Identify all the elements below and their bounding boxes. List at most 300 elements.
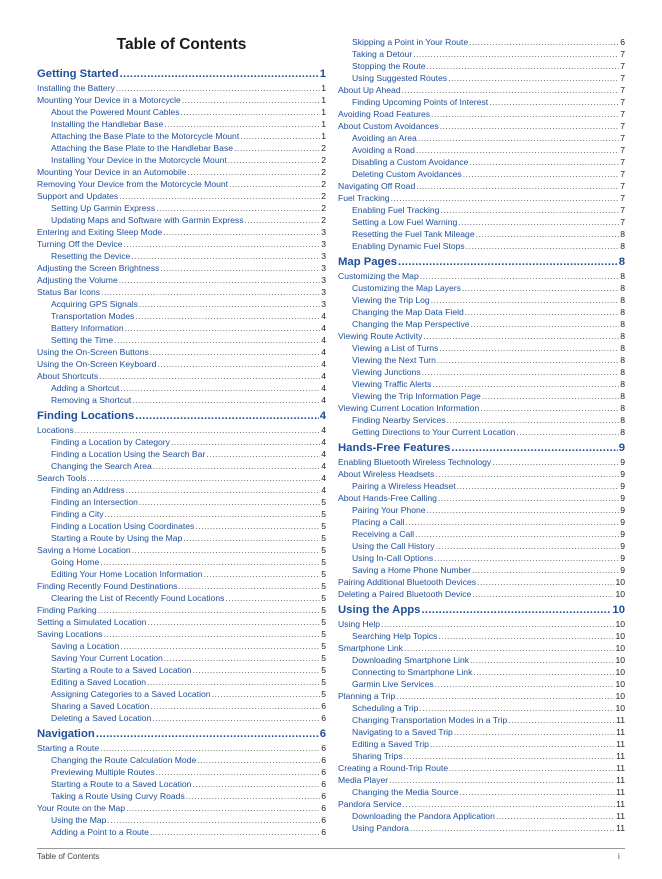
toc-entry[interactable] xyxy=(338,48,625,60)
toc-entry-title: Enabling Bluetooth Wireless Technology xyxy=(338,457,492,467)
toc-entry[interactable] xyxy=(338,354,625,366)
toc-section-entry[interactable] xyxy=(338,440,625,456)
toc-entry-title: Navigation xyxy=(37,728,95,740)
toc-entry[interactable] xyxy=(338,540,625,552)
toc-entry[interactable] xyxy=(37,568,326,580)
dot-leader xyxy=(404,750,615,762)
dot-leader xyxy=(99,370,320,382)
toc-entry[interactable] xyxy=(338,774,625,786)
toc-entry-title: Disabling a Custom Avoidance xyxy=(352,157,469,167)
dot-leader xyxy=(120,640,320,652)
toc-right-column xyxy=(338,36,625,834)
toc-entry[interactable] xyxy=(37,436,326,448)
dot-leader xyxy=(132,544,321,556)
toc-section-entry[interactable] xyxy=(338,602,625,618)
toc-entry[interactable] xyxy=(338,618,625,630)
toc-entry-title: Installing the Battery xyxy=(37,83,115,93)
toc-entry[interactable] xyxy=(338,36,625,48)
toc-entry[interactable] xyxy=(338,642,625,654)
toc-entry-page: 8 xyxy=(620,367,625,377)
dot-leader xyxy=(476,228,620,240)
toc-entry-title: Sharing Trips xyxy=(352,751,403,761)
dot-leader xyxy=(416,144,619,156)
toc-entry[interactable] xyxy=(37,754,326,766)
dot-leader xyxy=(88,472,321,484)
toc-entry[interactable] xyxy=(338,84,625,96)
dot-leader xyxy=(472,588,614,600)
toc-entry[interactable] xyxy=(37,346,326,358)
dot-leader xyxy=(192,778,320,790)
dot-leader xyxy=(124,238,321,250)
footer-page-number: i xyxy=(618,852,620,861)
toc-entry[interactable] xyxy=(37,298,326,310)
toc-entry[interactable] xyxy=(338,168,625,180)
toc-entry-page: 9 xyxy=(620,493,625,503)
toc-entry[interactable] xyxy=(338,414,625,426)
toc-entry[interactable] xyxy=(338,426,625,438)
toc-entry[interactable] xyxy=(37,322,326,334)
toc-entry-title: Transportation Modes xyxy=(51,311,135,321)
toc-entry[interactable] xyxy=(37,262,326,274)
toc-entry[interactable] xyxy=(338,108,625,120)
toc-entry[interactable] xyxy=(37,766,326,778)
toc-entry-title: Status Bar Icons xyxy=(37,287,101,297)
toc-entry[interactable] xyxy=(37,628,326,640)
dot-leader xyxy=(139,298,320,310)
toc-entry[interactable] xyxy=(338,762,625,774)
toc-entry-title: Stopping the Route xyxy=(352,61,426,71)
toc-entry-page: 10 xyxy=(615,619,625,629)
toc-entry[interactable] xyxy=(37,472,326,484)
dot-leader xyxy=(192,664,320,676)
toc-entry[interactable] xyxy=(338,666,625,678)
dot-leader xyxy=(195,520,320,532)
toc-entry[interactable] xyxy=(37,358,326,370)
toc-entry[interactable] xyxy=(338,390,625,402)
toc-entry[interactable] xyxy=(338,306,625,318)
toc-entry[interactable] xyxy=(37,520,326,532)
toc-entry[interactable] xyxy=(37,676,326,688)
dot-leader xyxy=(427,60,620,72)
toc-entry[interactable] xyxy=(37,424,326,436)
toc-entry[interactable] xyxy=(37,532,326,544)
toc-entry-title: Hands-Free Features xyxy=(338,442,451,454)
dot-leader xyxy=(438,492,619,504)
toc-entry[interactable] xyxy=(338,192,625,204)
toc-entry-title: Saving Your Current Location xyxy=(51,653,163,663)
dot-leader xyxy=(150,826,320,838)
dot-leader xyxy=(422,366,620,378)
toc-entry-page: 11 xyxy=(616,787,625,797)
toc-entry-page: 7 xyxy=(620,73,625,83)
toc-entry[interactable] xyxy=(37,556,326,568)
toc-entry-title: Editing Your Home Location Information xyxy=(51,569,203,579)
toc-entry-title: Using the Apps xyxy=(338,604,421,616)
toc-entry-title: Finding an Intersection xyxy=(51,497,138,507)
toc-entry[interactable] xyxy=(37,370,326,382)
dot-leader xyxy=(120,66,319,82)
toc-entry-page: 10 xyxy=(615,691,625,701)
toc-entry[interactable] xyxy=(37,448,326,460)
toc-entry-page: 8 xyxy=(620,379,625,389)
toc-entry-page: 7 xyxy=(620,109,625,119)
toc-entry[interactable] xyxy=(338,552,625,564)
toc-entry-page: 6 xyxy=(321,743,326,753)
dot-leader xyxy=(406,516,620,528)
toc-entry-page: 7 xyxy=(620,169,625,179)
toc-entry-title: Starting a Route by Using the Map xyxy=(51,533,183,543)
toc-section-entry[interactable] xyxy=(37,726,326,742)
dot-leader xyxy=(150,700,320,712)
toc-entry-page: 3 xyxy=(321,227,326,237)
toc-entry[interactable] xyxy=(37,664,326,676)
toc-entry[interactable] xyxy=(37,202,326,214)
toc-entry-title: Planning a Trip xyxy=(338,691,396,701)
toc-entry[interactable] xyxy=(338,294,625,306)
toc-entry-title: Downloading Smartphone Link xyxy=(352,655,470,665)
toc-entry-page: 1 xyxy=(321,83,326,93)
toc-entry[interactable] xyxy=(338,492,625,504)
toc-entry-page: 5 xyxy=(321,653,326,663)
toc-entry-title: Receiving a Call xyxy=(352,529,415,539)
toc-entry[interactable] xyxy=(338,330,625,342)
page-title: Table of Contents xyxy=(116,36,247,53)
toc-entry[interactable] xyxy=(37,640,326,652)
toc-entry[interactable] xyxy=(37,190,326,202)
toc-entry[interactable] xyxy=(338,366,625,378)
toc-entry-title: Fuel Tracking xyxy=(338,193,390,203)
toc-entry[interactable] xyxy=(37,334,326,346)
toc-entry-title: Installing the Handlebar Base xyxy=(51,119,164,129)
dot-leader xyxy=(489,96,619,108)
dot-leader xyxy=(186,790,320,802)
toc-entry[interactable] xyxy=(37,130,326,142)
toc-entry[interactable] xyxy=(37,382,326,394)
toc-entry[interactable] xyxy=(37,310,326,322)
toc-entry-title: Saving a Home Phone Number xyxy=(352,565,471,575)
toc-entry[interactable] xyxy=(37,238,326,250)
toc-entry-page: 7 xyxy=(620,49,625,59)
toc-entry[interactable] xyxy=(37,214,326,226)
toc-entry-title: Starting a Route to a Saved Location xyxy=(51,779,192,789)
toc-entry-title: Using the Call History xyxy=(352,541,435,551)
toc-entry[interactable] xyxy=(338,564,625,576)
toc-entry[interactable] xyxy=(338,630,625,642)
dot-leader xyxy=(419,702,614,714)
toc-entry[interactable] xyxy=(338,228,625,240)
dot-leader xyxy=(197,754,320,766)
dot-leader xyxy=(147,676,320,688)
toc-entry[interactable] xyxy=(338,504,625,516)
footer-divider xyxy=(37,848,625,849)
toc-entry[interactable] xyxy=(338,798,625,810)
toc-entry[interactable] xyxy=(338,516,625,528)
toc-entry-page: 10 xyxy=(615,655,625,665)
toc-entry[interactable] xyxy=(37,592,326,604)
dot-leader xyxy=(157,358,320,370)
toc-entry-title: Sharing a Saved Location xyxy=(51,701,150,711)
toc-entry-title: Customizing the Map Layers xyxy=(352,283,461,293)
toc-entry-page: 4 xyxy=(321,311,326,321)
toc-entry-title: Map Pages xyxy=(338,256,398,268)
toc-entry[interactable] xyxy=(338,120,625,132)
toc-entry[interactable] xyxy=(338,576,625,588)
toc-entry-page: 8 xyxy=(620,241,625,251)
dot-leader xyxy=(451,440,617,456)
toc-entry[interactable] xyxy=(338,786,625,798)
dot-leader xyxy=(439,342,619,354)
toc-section-entry[interactable] xyxy=(37,408,326,424)
dot-leader xyxy=(496,810,615,822)
toc-entry-page: 7 xyxy=(620,85,625,95)
toc-entry-title: Connecting to Smartphone Link xyxy=(352,667,473,677)
toc-entry-page: 3 xyxy=(321,287,326,297)
toc-entry[interactable] xyxy=(338,528,625,540)
dot-leader xyxy=(126,802,320,814)
toc-entry-title: Getting Started xyxy=(37,68,119,80)
toc-entry[interactable] xyxy=(338,180,625,192)
toc-entry-title: Support and Updates xyxy=(37,191,119,201)
toc-entry-page: 11 xyxy=(616,751,625,761)
toc-entry[interactable] xyxy=(37,700,326,712)
toc-entry[interactable] xyxy=(338,456,625,468)
toc-entry[interactable] xyxy=(338,738,625,750)
toc-entry-page: 3 xyxy=(321,299,326,309)
toc-entry-page: 9 xyxy=(620,529,625,539)
toc-entry[interactable] xyxy=(37,826,326,838)
toc-entry-page: 4 xyxy=(321,437,326,447)
toc-entry-title: Changing the Route Calculation Mode xyxy=(51,755,197,765)
dot-leader xyxy=(480,402,619,414)
toc-entry[interactable] xyxy=(338,240,625,252)
toc-entry-page: 4 xyxy=(321,485,326,495)
toc-entry[interactable] xyxy=(37,616,326,628)
toc-entry[interactable] xyxy=(338,468,625,480)
toc-entry-title: Avoiding Road Features xyxy=(338,109,431,119)
toc-entry-title: Viewing Current Location Information xyxy=(338,403,480,413)
toc-entry-page: 2 xyxy=(321,143,326,153)
toc-entry[interactable] xyxy=(37,394,326,406)
toc-entry-title: Resetting the Fuel Tank Mileage xyxy=(352,229,475,239)
toc-entry[interactable] xyxy=(37,142,326,154)
toc-entry[interactable] xyxy=(37,118,326,130)
toc-entry[interactable] xyxy=(338,132,625,144)
toc-entry[interactable] xyxy=(338,822,625,834)
toc-entry[interactable] xyxy=(37,94,326,106)
dot-leader xyxy=(229,178,320,190)
toc-entry[interactable] xyxy=(37,802,326,814)
toc-entry-title: About Wireless Headsets xyxy=(338,469,435,479)
toc-entry[interactable] xyxy=(338,480,625,492)
dot-leader xyxy=(153,460,320,472)
dot-leader xyxy=(132,394,320,406)
dot-leader xyxy=(105,508,321,520)
dot-leader xyxy=(435,468,619,480)
toc-entry-title: About Shortcuts xyxy=(37,371,99,381)
toc-entry-page: 9 xyxy=(620,457,625,467)
dot-leader xyxy=(457,480,620,492)
toc-entry[interactable] xyxy=(338,72,625,84)
toc-entry[interactable] xyxy=(338,678,625,690)
dot-leader xyxy=(171,436,320,448)
toc-entry-page: 5 xyxy=(321,689,326,699)
toc-entry[interactable] xyxy=(338,144,625,156)
toc-entry-page: 4 xyxy=(321,383,326,393)
toc-entry-page: 11 xyxy=(616,715,625,725)
toc-entry-title: Searching Help Topics xyxy=(352,631,438,641)
toc-entry-title: Setting Up Garmin Express xyxy=(51,203,156,213)
toc-entry[interactable] xyxy=(338,654,625,666)
toc-entry-page: 5 xyxy=(321,497,326,507)
toc-entry-page: 6 xyxy=(321,701,326,711)
toc-entry-page: 10 xyxy=(615,667,625,677)
toc-entry-page: 7 xyxy=(620,157,625,167)
dot-leader xyxy=(466,240,619,252)
toc-entry-title: Your Route on the Map xyxy=(37,803,126,813)
toc-entry-page: 10 xyxy=(615,589,625,599)
toc-entry[interactable] xyxy=(338,726,625,738)
toc-entry[interactable] xyxy=(37,460,326,472)
toc-entry-title: Using Pandora xyxy=(352,823,409,833)
toc-entry[interactable] xyxy=(338,282,625,294)
toc-entry-page: 7 xyxy=(620,97,625,107)
toc-entry-page: 7 xyxy=(620,193,625,203)
dot-leader xyxy=(147,616,320,628)
toc-entry-title: Clearing the List of Recently Found Locations xyxy=(51,593,225,603)
toc-entry-page: 8 xyxy=(620,391,625,401)
toc-entry-page: 9 xyxy=(620,541,625,551)
toc-entry[interactable] xyxy=(338,60,625,72)
toc-entry-title: Changing the Map Data Field xyxy=(352,307,464,317)
dot-leader xyxy=(404,642,614,654)
dot-leader xyxy=(75,424,320,436)
toc-entry[interactable] xyxy=(37,178,326,190)
toc-entry-title: Viewing the Trip Information Page xyxy=(352,391,481,401)
toc-entry[interactable] xyxy=(37,742,326,754)
toc-entry-title: Locations xyxy=(37,425,74,435)
toc-entry-title: Adjusting the Screen Brightness xyxy=(37,263,160,273)
toc-entry-title: Finding Nearby Services xyxy=(352,415,446,425)
toc-entry[interactable] xyxy=(338,216,625,228)
toc-entry-title: Skipping a Point in Your Route xyxy=(352,37,469,47)
toc-entry[interactable] xyxy=(338,690,625,702)
toc-entry-title: Starting a Route to a Saved Location xyxy=(51,665,192,675)
toc-entry[interactable] xyxy=(37,166,326,178)
toc-entry[interactable] xyxy=(338,342,625,354)
toc-entry[interactable] xyxy=(338,714,625,726)
toc-entry-page: 2 xyxy=(321,215,326,225)
toc-entry-page: 8 xyxy=(620,343,625,353)
toc-entry-page: 8 xyxy=(620,355,625,365)
toc-entry[interactable] xyxy=(37,652,326,664)
dot-leader xyxy=(234,142,320,154)
dot-leader xyxy=(473,666,614,678)
toc-entry[interactable] xyxy=(37,544,326,556)
toc-entry[interactable] xyxy=(37,286,326,298)
toc-entry[interactable] xyxy=(338,204,625,216)
toc-entry[interactable] xyxy=(37,580,326,592)
toc-entry[interactable] xyxy=(37,508,326,520)
toc-entry-title: Viewing a List of Turns xyxy=(352,343,439,353)
dot-leader xyxy=(458,216,619,228)
toc-entry[interactable] xyxy=(338,402,625,414)
toc-entry[interactable] xyxy=(338,810,625,822)
toc-entry-page: 8 xyxy=(620,271,625,281)
toc-entry[interactable] xyxy=(37,496,326,508)
dot-leader xyxy=(438,630,614,642)
toc-entry[interactable] xyxy=(37,274,326,286)
toc-entry[interactable] xyxy=(37,82,326,94)
dot-leader xyxy=(402,84,620,96)
toc-entry[interactable] xyxy=(338,702,625,714)
toc-entry-title: Navigating Off Road xyxy=(338,181,416,191)
toc-entry[interactable] xyxy=(37,688,326,700)
toc-entry-page: 5 xyxy=(321,509,326,519)
dot-leader xyxy=(116,82,320,94)
toc-entry[interactable] xyxy=(338,588,625,600)
dot-leader xyxy=(440,120,620,132)
toc-section-entry[interactable] xyxy=(338,254,625,270)
toc-entry-page: 2 xyxy=(321,191,326,201)
toc-entry-title: Saving a Location xyxy=(51,641,120,651)
toc-entry-page: 4 xyxy=(321,335,326,345)
toc-entry[interactable] xyxy=(37,106,326,118)
toc-entry[interactable] xyxy=(338,270,625,282)
toc-entry[interactable] xyxy=(338,378,625,390)
toc-entry[interactable] xyxy=(338,156,625,168)
toc-entry-title: Editing a Saved Location xyxy=(51,677,147,687)
toc-entry-page: 1 xyxy=(321,119,326,129)
dot-leader xyxy=(101,286,320,298)
toc-entry[interactable] xyxy=(37,484,326,496)
toc-entry[interactable] xyxy=(37,790,326,802)
toc-entry-title: Enabling Fuel Tracking xyxy=(352,205,440,215)
toc-entry[interactable] xyxy=(37,778,326,790)
toc-entry-title: About Up Ahead xyxy=(338,85,401,95)
toc-entry[interactable] xyxy=(37,226,326,238)
toc-entry-title: Removing Your Device from the Motorcycle Mount xyxy=(37,179,229,189)
dot-leader xyxy=(462,282,619,294)
toc-entry-page: 4 xyxy=(321,449,326,459)
toc-entry[interactable] xyxy=(338,96,625,108)
toc-entry-title: About Custom Avoidances xyxy=(338,121,439,131)
toc-entry[interactable] xyxy=(37,712,326,724)
toc-entry-page: 4 xyxy=(321,461,326,471)
toc-entry-title: Enabling Dynamic Fuel Stops xyxy=(352,241,465,251)
dot-leader xyxy=(508,714,615,726)
toc-entry-title: Using In-Call Options xyxy=(352,553,434,563)
toc-entry-title: Changing the Media Source xyxy=(352,787,459,797)
dot-leader xyxy=(471,318,620,330)
toc-entry[interactable] xyxy=(338,318,625,330)
toc-entry-title: Turning Off the Device xyxy=(37,239,123,249)
toc-entry[interactable] xyxy=(37,154,326,166)
toc-entry[interactable] xyxy=(37,814,326,826)
toc-entry-page: 6 xyxy=(321,803,326,813)
dot-leader xyxy=(98,604,321,616)
toc-entry-page: 8 xyxy=(618,256,625,268)
dot-leader xyxy=(203,568,320,580)
dot-leader xyxy=(415,528,619,540)
dot-leader xyxy=(430,738,615,750)
toc-entry-page: 9 xyxy=(620,553,625,563)
toc-entry-title: Garmin Live Services xyxy=(352,679,434,689)
toc-entry[interactable] xyxy=(338,750,625,762)
toc-entry[interactable] xyxy=(37,604,326,616)
toc-section-entry[interactable] xyxy=(37,66,326,82)
toc-entry[interactable] xyxy=(37,250,326,262)
toc-entry-title: Finding a City xyxy=(51,509,104,519)
